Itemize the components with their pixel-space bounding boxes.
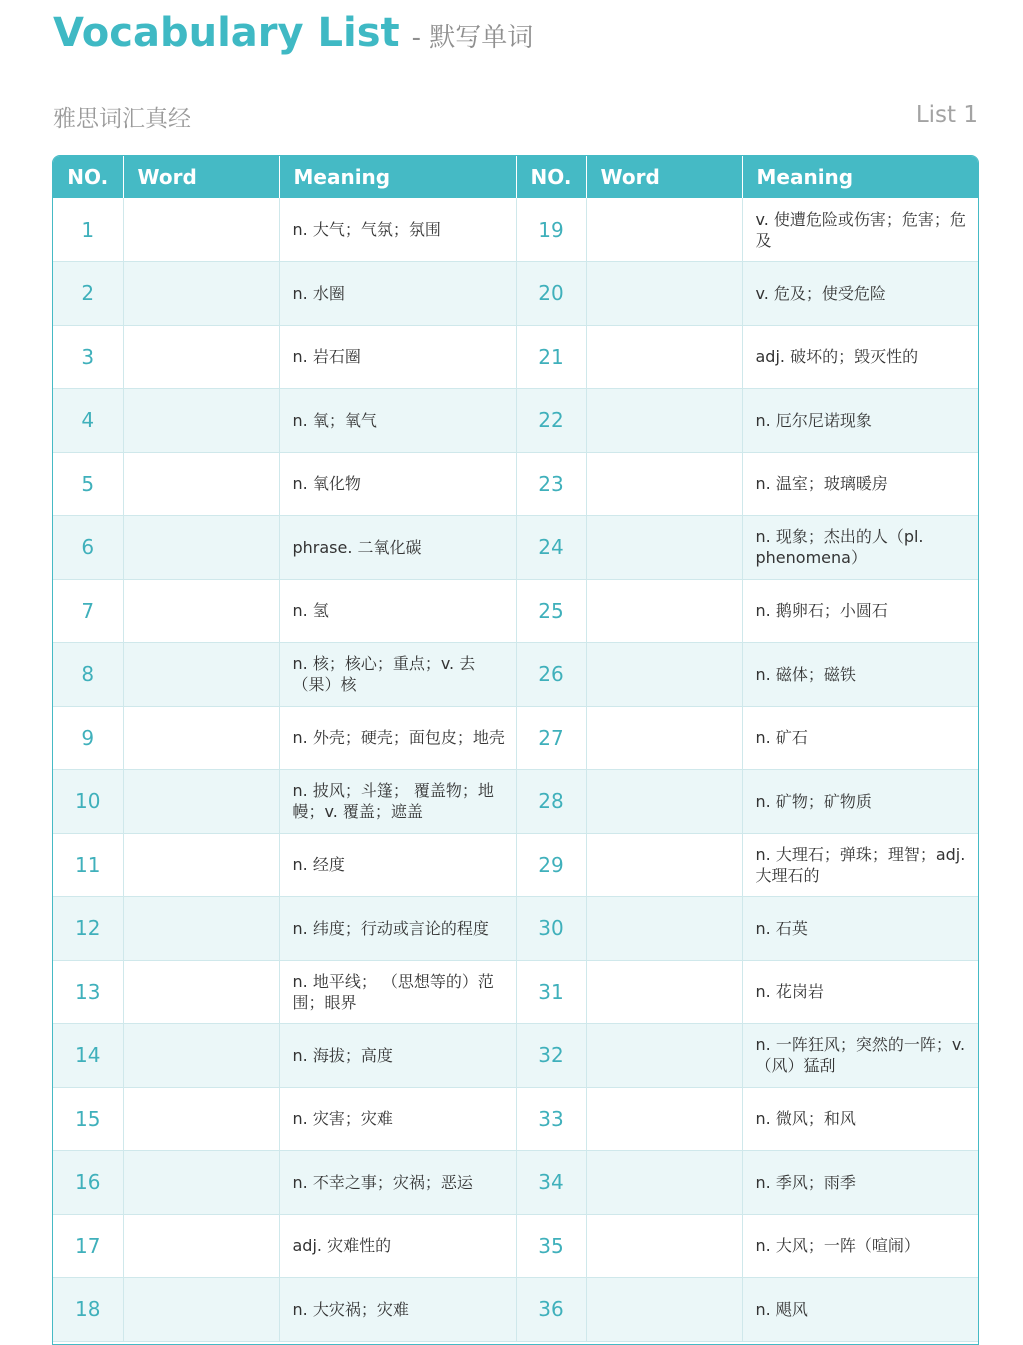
entry-number: 6 (53, 516, 123, 580)
entry-number: 13 (53, 960, 123, 1024)
meaning-cell: n. 大理石；弹珠；理智；adj. 大理石的 (742, 833, 979, 897)
meaning-cell: phrase. 二氧化碳 (279, 516, 516, 580)
word-blank-cell[interactable] (586, 1214, 742, 1278)
entry-number: 28 (516, 770, 586, 834)
table-row (53, 1087, 979, 1151)
list-number-label: List 1 (915, 102, 978, 128)
meaning-cell: n. 经度 (279, 833, 516, 897)
meaning-cell: n. 磁体；磁铁 (742, 643, 979, 707)
entry-number: 33 (516, 1087, 586, 1151)
meaning-cell: adj. 灾难性的 (279, 1214, 516, 1278)
entry-number: 14 (53, 1024, 123, 1088)
table-row (53, 897, 979, 961)
meaning-cell: n. 氧化物 (279, 452, 516, 516)
word-blank-cell[interactable] (586, 897, 742, 961)
meaning-cell: n. 纬度；行动或言论的程度 (279, 897, 516, 961)
entry-number: 16 (53, 1151, 123, 1215)
meaning-cell: n. 地平线； （思想等的）范围；眼界 (279, 960, 516, 1024)
entry-number: 25 (516, 579, 586, 643)
entry-number: 19 (516, 198, 586, 262)
entry-number: 32 (516, 1024, 586, 1088)
entry-number: 3 (53, 325, 123, 389)
entry-number: 9 (53, 706, 123, 770)
word-blank-cell[interactable] (123, 1214, 279, 1278)
entry-number: 5 (53, 452, 123, 516)
word-blank-cell[interactable] (123, 198, 279, 262)
meaning-cell: n. 氧；氧气 (279, 389, 516, 453)
word-blank-cell[interactable] (586, 198, 742, 262)
table-row (53, 452, 979, 516)
word-blank-cell[interactable] (586, 1087, 742, 1151)
meaning-cell: n. 外壳；硬壳；面包皮；地壳 (279, 706, 516, 770)
entry-number: 17 (53, 1214, 123, 1278)
entry-number: 1 (53, 198, 123, 262)
meaning-cell: n. 石英 (742, 897, 979, 961)
meaning-cell: n. 核；核心；重点；v. 去（果）核 (279, 643, 516, 707)
table-row (53, 1151, 979, 1215)
table-row (53, 198, 979, 262)
meaning-cell: n. 飓风 (742, 1278, 979, 1342)
entry-number: 8 (53, 643, 123, 707)
meaning-cell: n. 海拔；高度 (279, 1024, 516, 1088)
meaning-cell: n. 大灾祸；灾难 (279, 1278, 516, 1342)
meaning-cell: n. 花岗岩 (742, 960, 979, 1024)
meaning-cell: n. 不幸之事；灾祸；恶运 (279, 1151, 516, 1215)
entry-number: 15 (53, 1087, 123, 1151)
entry-number: 27 (516, 706, 586, 770)
table-row (53, 770, 979, 834)
source-label: 雅思词汇真经 (53, 106, 191, 132)
word-blank-cell[interactable] (123, 833, 279, 897)
table-row (53, 1024, 979, 1088)
entry-number: 12 (53, 897, 123, 961)
meaning-cell: n. 矿石 (742, 706, 979, 770)
word-blank-cell[interactable] (586, 1278, 742, 1342)
word-blank-cell[interactable] (123, 516, 279, 580)
meaning-cell: n. 披风；斗篷； 覆盖物；地幔；v. 覆盖；遮盖 (279, 770, 516, 834)
meaning-cell: n. 鹅卵石；小圆石 (742, 579, 979, 643)
column-header-meaning: Meaning (756, 165, 854, 189)
table-header-row (53, 156, 979, 198)
entry-number: 2 (53, 262, 123, 326)
word-blank-cell[interactable] (586, 579, 742, 643)
entry-number: 18 (53, 1278, 123, 1342)
table-row (53, 325, 979, 389)
word-blank-cell[interactable] (586, 516, 742, 580)
word-blank-cell[interactable] (586, 389, 742, 453)
word-blank-cell[interactable] (586, 1151, 742, 1215)
word-blank-cell[interactable] (123, 325, 279, 389)
meaning-cell: n. 岩石圈 (279, 325, 516, 389)
page-title: Vocabulary List (53, 10, 400, 56)
meaning-cell: v. 使遭危险或伤害；危害；危及 (742, 198, 979, 262)
entry-number: 23 (516, 452, 586, 516)
meaning-cell: n. 矿物；矿物质 (742, 770, 979, 834)
entry-number: 11 (53, 833, 123, 897)
table-row (53, 389, 979, 453)
word-blank-cell[interactable] (123, 770, 279, 834)
page-header (53, 10, 533, 66)
entry-number: 26 (516, 643, 586, 707)
word-blank-cell[interactable] (586, 833, 742, 897)
column-header-meaning: Meaning (279, 156, 516, 198)
meaning-cell: n. 温室；玻璃暖房 (742, 452, 979, 516)
word-blank-cell[interactable] (586, 960, 742, 1024)
entry-number: 10 (53, 770, 123, 834)
table-row (53, 579, 979, 643)
meaning-cell: n. 厄尔尼诺现象 (742, 389, 979, 453)
word-blank-cell[interactable] (123, 1024, 279, 1088)
meaning-cell: n. 现象；杰出的人（pl. phenomena） (742, 516, 979, 580)
entry-number: 36 (516, 1278, 586, 1342)
meaning-cell: n. 一阵狂风；突然的一阵；v. （风）猛刮 (742, 1024, 979, 1088)
table-row (53, 516, 979, 580)
word-blank-cell[interactable] (123, 960, 279, 1024)
meaning-cell: n. 水圈 (279, 262, 516, 326)
meaning-cell: n. 大风；一阵（喧闹） (742, 1214, 979, 1278)
entry-number: 29 (516, 833, 586, 897)
word-blank-cell[interactable] (123, 579, 279, 643)
word-blank-cell[interactable] (123, 262, 279, 326)
table-row (53, 1278, 979, 1342)
meaning-cell: n. 季风；雨季 (742, 1151, 979, 1215)
meaning-cell: n. 大气；气氛；氛围 (279, 198, 516, 262)
column-header-word: Word (586, 156, 742, 198)
word-blank-cell[interactable] (123, 452, 279, 516)
meaning-cell: adj. 破坏的；毁灭性的 (742, 325, 979, 389)
entry-number: 4 (53, 389, 123, 453)
entry-number: 22 (516, 389, 586, 453)
entry-number: 34 (516, 1151, 586, 1215)
word-blank-cell[interactable] (586, 1024, 742, 1088)
word-blank-cell[interactable] (123, 643, 279, 707)
word-blank-cell[interactable] (123, 1087, 279, 1151)
word-blank-cell[interactable] (123, 706, 279, 770)
word-blank-cell[interactable] (123, 897, 279, 961)
word-blank-cell[interactable] (586, 706, 742, 770)
entry-number: 31 (516, 960, 586, 1024)
page-title-suffix: - 默写单词 (411, 23, 534, 53)
table-row (53, 1214, 979, 1278)
table-row (53, 706, 979, 770)
word-blank-cell[interactable] (123, 389, 279, 453)
entry-number: 35 (516, 1214, 586, 1278)
table-row (53, 643, 979, 707)
word-blank-cell[interactable] (123, 1151, 279, 1215)
entry-number: 7 (53, 579, 123, 643)
entry-number: 24 (516, 516, 586, 580)
word-blank-cell[interactable] (586, 643, 742, 707)
meaning-cell: n. 氢 (279, 579, 516, 643)
vocabulary-table (52, 155, 979, 1345)
word-blank-cell[interactable] (586, 452, 742, 516)
word-blank-cell[interactable] (586, 262, 742, 326)
word-blank-cell[interactable] (586, 325, 742, 389)
table-body (53, 198, 979, 1341)
table-row (53, 960, 979, 1024)
meaning-cell: v. 危及；使受危险 (742, 262, 979, 326)
column-header-no: NO. (53, 156, 123, 198)
column-header-word: Word (123, 156, 279, 198)
word-blank-cell[interactable] (586, 770, 742, 834)
entry-number: 21 (516, 325, 586, 389)
table-row (53, 833, 979, 897)
meaning-cell: n. 灾害；灾难 (279, 1087, 516, 1151)
entry-number: 30 (516, 897, 586, 961)
column-header-no: NO. (516, 156, 586, 198)
entry-number: 20 (516, 262, 586, 326)
table-row (53, 262, 979, 326)
meaning-cell: n. 微风；和风 (742, 1087, 979, 1151)
word-blank-cell[interactable] (123, 1278, 279, 1342)
